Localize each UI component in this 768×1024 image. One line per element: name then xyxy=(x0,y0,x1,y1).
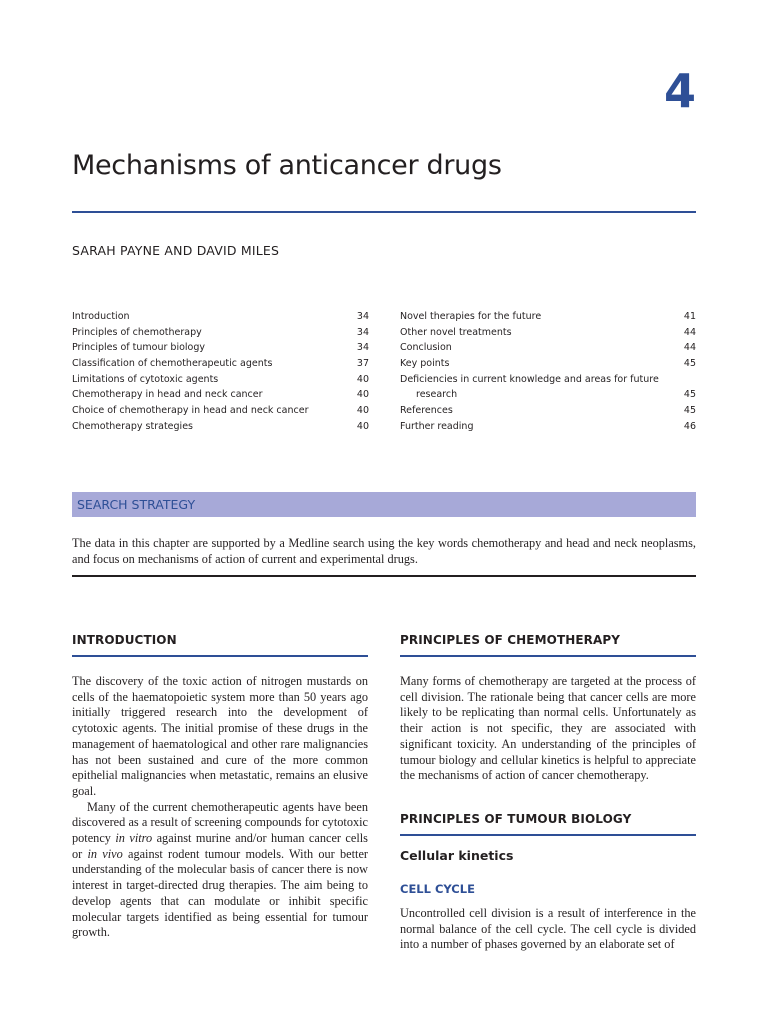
toc-entry-page: 44 xyxy=(683,342,696,354)
toc-entry-title: Chemotherapy strategies xyxy=(72,420,193,432)
toc-entry-title: Key points xyxy=(400,358,450,370)
authors: SARAH PAYNE AND DAVID MILES xyxy=(72,243,280,258)
toc-entry[interactable] xyxy=(72,356,369,372)
toc-entry[interactable] xyxy=(400,309,696,325)
toc-entry[interactable] xyxy=(72,403,369,419)
toc-entry-page: 45 xyxy=(683,358,696,370)
toc-entry-title: research xyxy=(416,389,458,401)
introduction-paragraph-2 xyxy=(72,800,368,941)
toc-entry[interactable] xyxy=(72,340,369,356)
toc-entry-title: Principles of tumour biology xyxy=(72,342,205,354)
toc-entry[interactable] xyxy=(400,403,696,419)
toc-entry-page: 46 xyxy=(683,420,696,432)
toc-left-column xyxy=(72,309,369,435)
text-run: against rodent tumour models. With our better understanding of the molecular basis of cancer there is now interest in target-directed drug therapies. The aim being to develop agents that can modulate or inhibit specific molecular targets identified as being essential for tumour growth. xyxy=(72,846,368,940)
toc-entry-page: 37 xyxy=(356,358,369,370)
toc-entry-title: Conclusion xyxy=(400,342,452,354)
right-column xyxy=(400,633,696,953)
toc-entry-page: 34 xyxy=(356,326,369,338)
toc-entry-page: 45 xyxy=(683,405,696,417)
toc-entry-page: 40 xyxy=(356,405,369,417)
toc-entry-title: Further reading xyxy=(400,420,474,432)
toc-entry-page: 44 xyxy=(683,326,696,338)
cell-cycle-text: Uncontrolled cell division is a result of interference in the normal balance of the cell cycle. The cell cycle is divided into a number of phases governed by an elaborate set of xyxy=(400,905,696,952)
toc-entry-page: 34 xyxy=(356,342,369,354)
toc-entry-page: 41 xyxy=(683,311,696,322)
toc-entry-title: Other novel treatments xyxy=(400,326,512,338)
toc-entry-page: 34 xyxy=(356,311,369,322)
toc-entry-continuation[interactable] xyxy=(400,387,696,403)
chapter-number: 4 xyxy=(663,64,696,118)
text-run: Many of the current chemotherapeutic agents have been discovered as a result of screening compounds for cytotoxic potency xyxy=(72,799,368,846)
toc-entry-title: Limitations of cytotoxic agents xyxy=(72,373,219,385)
toc-entry[interactable] xyxy=(72,309,369,325)
principles-chemotherapy-text: Many forms of chemotherapy are targeted at the process of cell division. The rationale being that cancer cells are more likely to be replicating than normal cells. Unfortunately as their action is not specific, they are associated with significant toxicity. An understanding of the principles of tumour biology and cellular kinetics is helpful to appreciate the mechanisms of action of cancer chemotherapy. xyxy=(400,674,696,783)
toc-entry[interactable] xyxy=(400,356,696,372)
toc-entry[interactable] xyxy=(72,372,369,388)
toc-entry-page: 40 xyxy=(356,420,369,432)
toc-entry[interactable] xyxy=(400,419,696,435)
toc-entry-page: 40 xyxy=(356,389,369,401)
text-run: against murine and/or human cancer cells or xyxy=(72,831,368,861)
introduction-paragraph-1: The discovery of the toxic action of nitrogen mustards on cells of the haematopoietic system more than 50 years ago initially triggered research into the development of cytotoxic agents. The initial promise of these drugs in the management of haematological and other rare malignancies has not been sustained and cure of the more common epithelial malignancies when metastatic, remains an elusive goal. xyxy=(72,674,368,798)
toc-entry-title: References xyxy=(400,405,453,417)
toc-entry[interactable] xyxy=(72,387,369,403)
toc-right-column xyxy=(400,309,696,435)
italic-text: in vivo xyxy=(87,846,123,861)
toc-entry[interactable] xyxy=(400,340,696,356)
chapter-title: Mechanisms of anticancer drugs xyxy=(72,150,502,181)
principles-chemotherapy-heading: PRINCIPLES OF CHEMOTHERAPY xyxy=(400,633,696,657)
toc-entry-title: Principles of chemotherapy xyxy=(72,326,202,338)
toc-entry[interactable] xyxy=(400,372,696,388)
cell-cycle-heading: CELL CYCLE xyxy=(400,881,475,896)
italic-text: in vitro xyxy=(115,831,153,846)
toc-entry-title: Novel therapies for the future xyxy=(400,311,542,322)
left-column xyxy=(72,633,368,941)
toc-entry-title: Choice of chemotherapy in head and neck cancer xyxy=(72,405,309,417)
toc-entry-page: 45 xyxy=(683,389,696,401)
toc-entry-title: Deficiencies in current knowledge and areas for future xyxy=(400,373,659,385)
cellular-kinetics-heading: Cellular kinetics xyxy=(400,847,514,863)
search-strategy-text: The data in this chapter are supported by a Medline search using the key words chemotherapy and head and neck neoplasms, and focus on mechanisms of action of current and experimental drugs. xyxy=(72,536,696,566)
principles-tumour-biology-heading: PRINCIPLES OF TUMOUR BIOLOGY xyxy=(400,812,696,836)
title-divider xyxy=(72,211,696,213)
toc-entry[interactable] xyxy=(72,325,369,341)
search-strategy-divider xyxy=(72,575,696,577)
toc-entry-title: Chemotherapy in head and neck cancer xyxy=(72,389,263,401)
toc-entry[interactable] xyxy=(400,325,696,341)
toc-entry-page: 40 xyxy=(356,373,369,385)
toc-entry-title: Classification of chemotherapeutic agents xyxy=(72,358,273,370)
search-strategy-heading: SEARCH STRATEGY xyxy=(72,492,696,517)
introduction-heading: INTRODUCTION xyxy=(72,633,368,657)
toc-entry-title: Introduction xyxy=(72,311,130,322)
toc-entry[interactable] xyxy=(72,419,369,435)
